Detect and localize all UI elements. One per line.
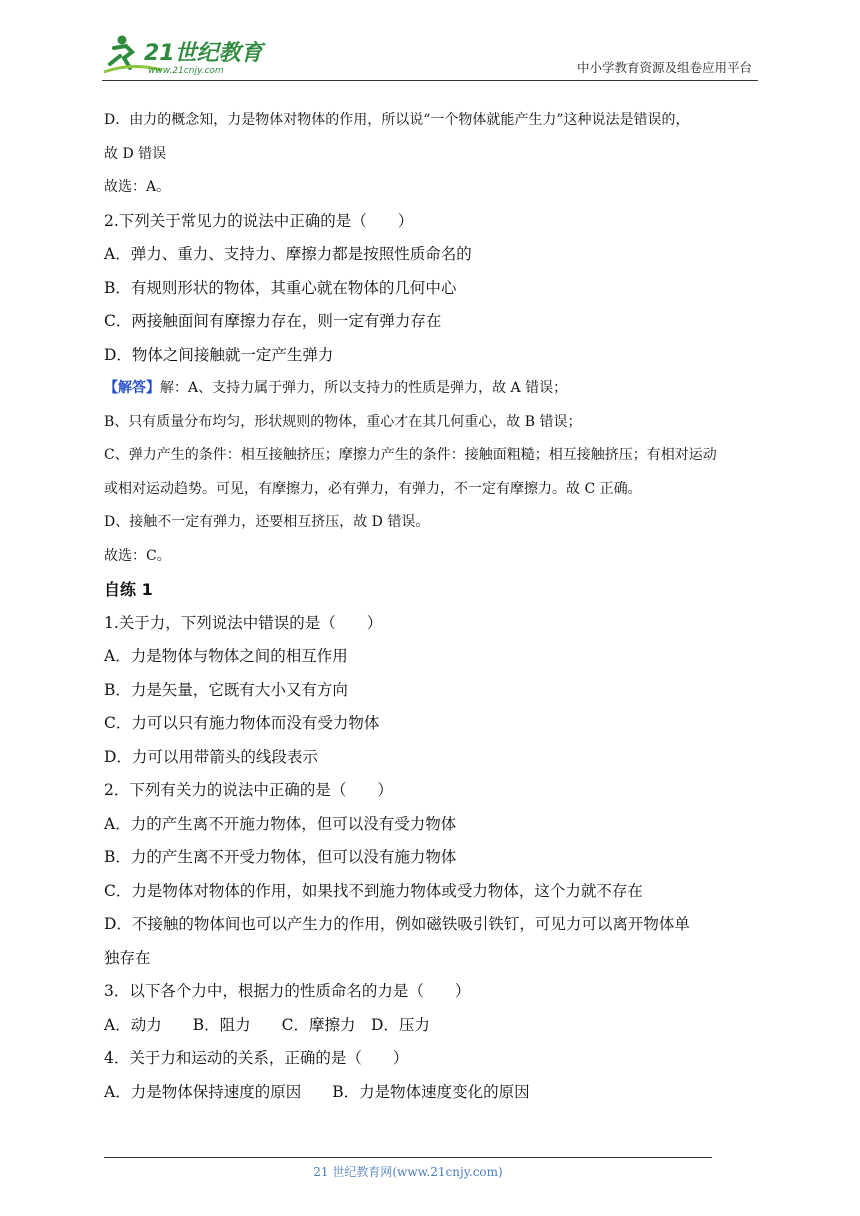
solution-label: 【解答】: [104, 380, 160, 396]
exercise-1: 1.关于力，下列说法中错误的是（ ）: [104, 613, 383, 632]
solution-line-2: B、只有质量分布均匀，形状规则的物体，重心才在其几何重心，故 B 错误；: [104, 413, 582, 430]
solution-line-5: D、接触不一定有弹力，还要相互挤压，故 D 错误。: [104, 514, 430, 530]
exercise-4-options: A．力是物体保持速度的原因 B．力是物体速度变化的原因: [104, 1082, 530, 1101]
document-body: [104, 104, 764, 1109]
platform-title: 中小学教育资源及组卷应用平台: [576, 60, 752, 75]
footer-divider: [104, 1157, 712, 1158]
exercise-2: 2．下列有关力的说法中正确的是（ ）: [104, 781, 393, 799]
question-2-option-a: A．弹力、重力、支持力、摩擦力都是按照性质命名的: [104, 245, 472, 263]
exercise-2-option-a: A．力的产生离不开施力物体，但可以没有受力物体: [104, 814, 457, 833]
question-2-option-c: C．两接触面间有摩擦力存在，则一定有弹力存在: [104, 312, 442, 330]
exercise-1-option-d: D．力可以用带箭头的线段表示: [104, 747, 318, 766]
exercise-3-options: A．动力 B．阻力 C．摩擦力 D．压力: [104, 1015, 430, 1034]
exercise-2-option-c: C．力是物体对物体的作用，如果找不到施力物体或受力物体，这个力就不存在: [104, 881, 643, 900]
exercise-2-option-d-line-1: D．不接触的物体间也可以产生力的作用，例如磁铁吸引铁钉，可见力可以离开物体单: [104, 915, 690, 933]
solution-line-3: C、弹力产生的条件：相互接触挤压；摩擦力产生的条件：接触面粗糙；相互接触挤压；有相对运动: [104, 447, 717, 463]
solution-line-1: 【解答】解：A、支持力属于弹力，所以支持力的性质是弹力，故 A 错误；: [104, 380, 568, 396]
exercise-2-option-d-line-2: 独存在: [104, 948, 151, 967]
question-2-option-d: D．物体之间接触就一定产生弹力: [104, 345, 334, 364]
svg-text:21世纪教育: 21世纪教育: [144, 41, 263, 66]
question-2-option-b: B．有规则形状的物体，其重心就在物体的几何中心: [104, 278, 457, 297]
page-footer: 21 世纪教育网(www.21cnjy.com): [313, 1165, 503, 1179]
exercise-3: 3．以下各个力中，根据力的性质命名的力是（ ）: [104, 982, 471, 1000]
solution-line-4: 或相对运动趋势。可见，有摩擦力，必有弹力，有弹力，不一定有摩擦力。故 C 正确。: [104, 480, 642, 497]
exercise-1-option-a: A．力是物体与物体之间的相互作用: [104, 647, 348, 665]
exercise-2-option-b: B．力的产生离不开受力物体，但可以没有施力物体: [104, 848, 457, 866]
answer-choice-2: 故选：C。: [104, 547, 171, 564]
exercise-1-option-c: C．力可以只有施力物体而没有受力物体: [104, 714, 380, 732]
svg-text:www.21cnjy.com: www.21cnjy.com: [148, 66, 224, 76]
answer-choice-1: 故选：A。: [104, 179, 171, 195]
exercise-1-option-b: B．力是矢量，它既有大小又有方向: [104, 680, 348, 699]
answer-d-line-2: 故 D 错误: [104, 145, 167, 162]
page-header: [102, 28, 758, 81]
answer-d-line-1: D．由力的概念知，力是物体对物体的作用，所以说“一个物体就能产生力”这种说法是错误的，: [104, 112, 690, 128]
logo-21cnjy: [102, 32, 272, 76]
exercise-4: 4．关于力和运动的关系，正确的是（ ）: [104, 1049, 409, 1067]
section-title: 自练 1: [104, 580, 153, 599]
question-2: 2.下列关于常见力的说法中正确的是（ ）: [104, 211, 414, 230]
